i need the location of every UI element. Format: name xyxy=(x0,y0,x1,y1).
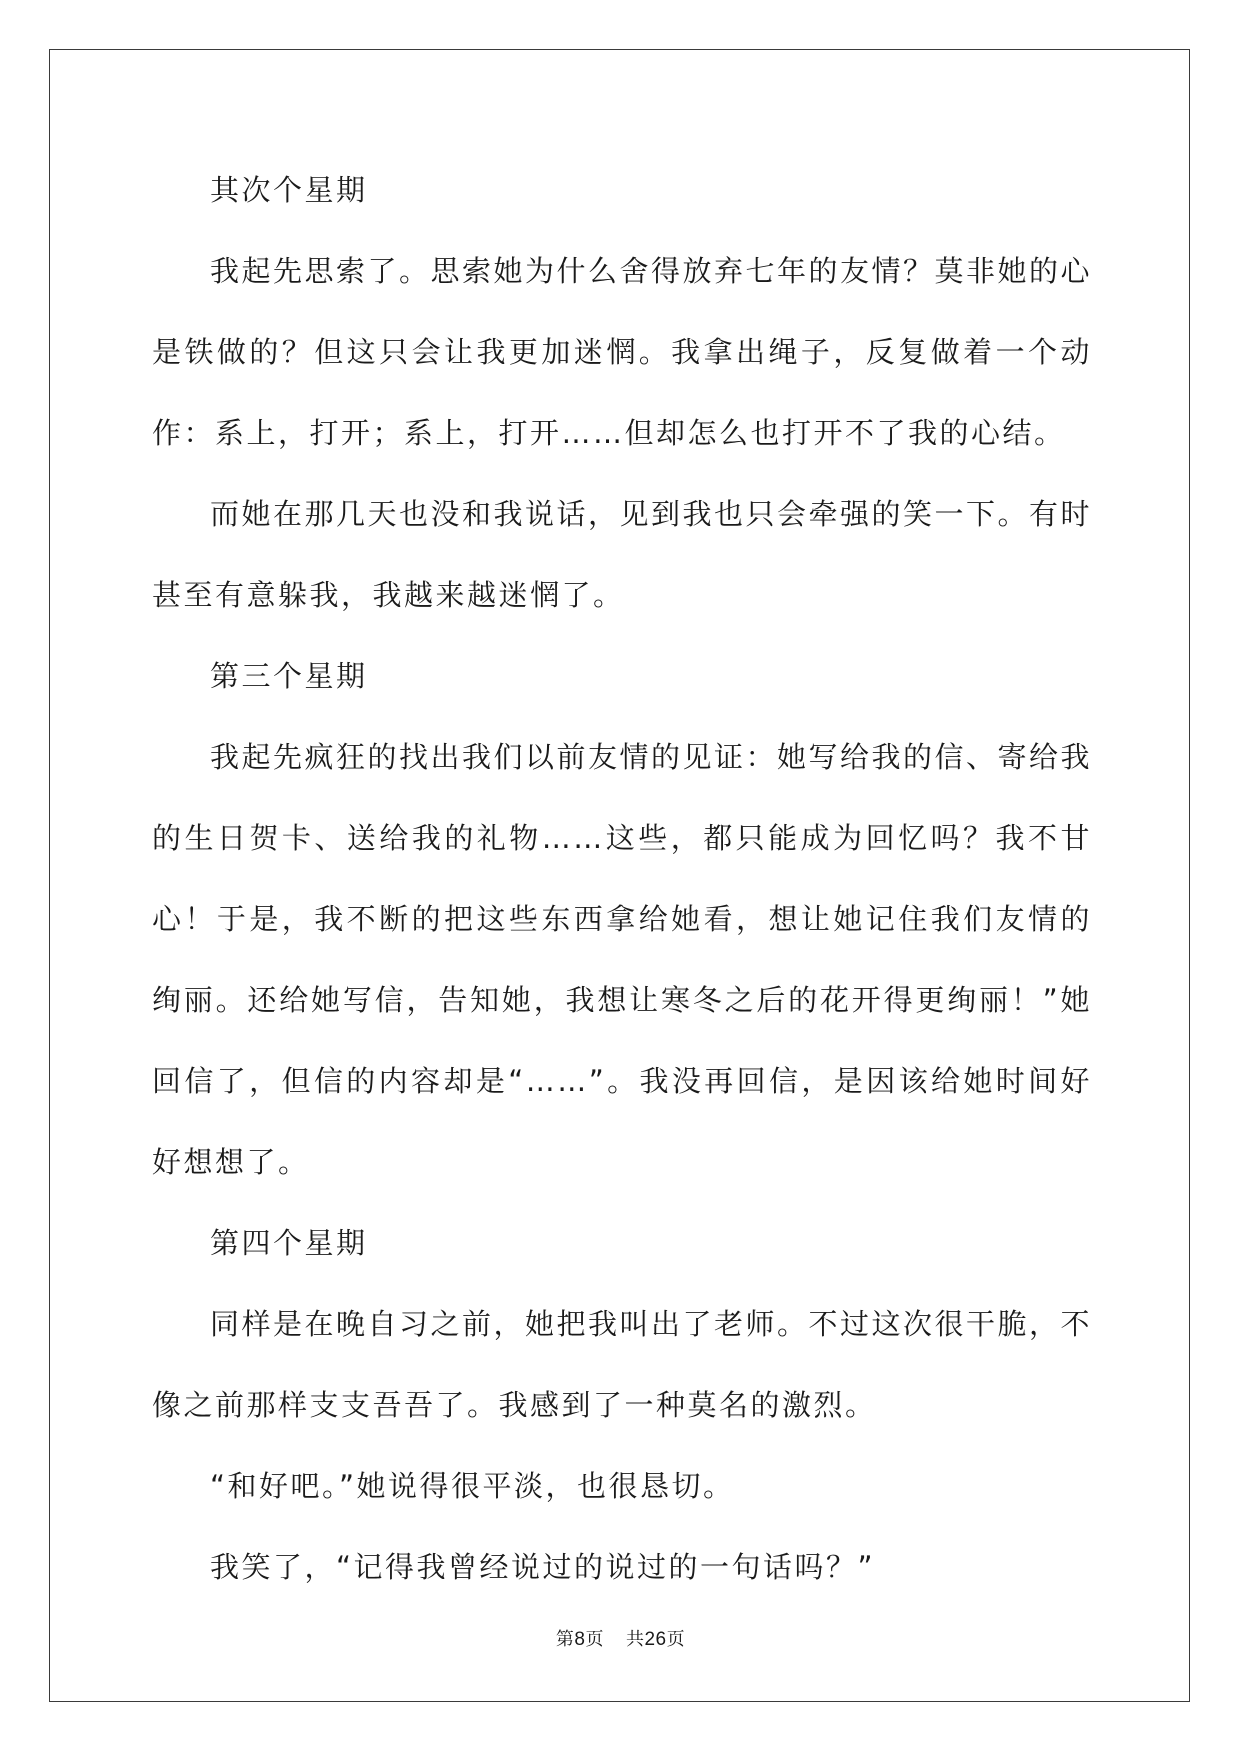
paragraph: 我起先疯狂的找出我们以前友情的见证：她写给我的信、寄给我的生日贺卡、送给我的礼物……这些，都只能成为回忆吗？我不甘心！于是，我不断的把这些东西拿给她看，想让她记住我们友情的绚丽。还给她写信，告知她，我想让寒冬之后的花开得更绚丽！”她回信了，但信的内容却是“……”。我没再回信，是因该给她时间好好想想了。 xyxy=(152,740,1093,1179)
paragraph: 同样是在晚自习之前，她把我叫出了老师。不过这次很干脆，不像之前那样支支吾吾了。我感到了一种莫名的激烈。 xyxy=(152,1307,1093,1422)
paragraph: 我笑了，“记得我曾经说过的说过的一句话吗？” xyxy=(210,1550,876,1584)
page-suffix: 页 xyxy=(585,1629,604,1650)
section-heading: 其次个星期 xyxy=(210,173,368,207)
section-heading: 第四个星期 xyxy=(210,1226,368,1260)
section-heading: 第三个星期 xyxy=(210,659,368,693)
total-suffix: 页 xyxy=(666,1629,686,1650)
page-footer xyxy=(0,1625,1241,1651)
page-prefix: 第 xyxy=(555,1629,575,1650)
paragraph: 而她在那几天也没和我说话，见到我也只会牵强的笑一下。有时甚至有意躲我，我越来越迷惘了。 xyxy=(152,497,1093,612)
total-prefix: 共 xyxy=(625,1629,645,1650)
paragraph: 我起先思索了。思索她为什么舍得放弃七年的友情？莫非她的心是铁做的？但这只会让我更加迷惘。我拿出绳子，反复做着一个动作：系上，打开；系上，打开……但却怎么也打开不了我的心结。 xyxy=(152,254,1093,450)
paragraph: “和好吧。”她说得很平淡，也很恳切。 xyxy=(210,1469,735,1503)
total-pages: 26 xyxy=(644,1629,667,1650)
document-body xyxy=(152,150,1092,1608)
page-number: 8 xyxy=(574,1629,586,1650)
